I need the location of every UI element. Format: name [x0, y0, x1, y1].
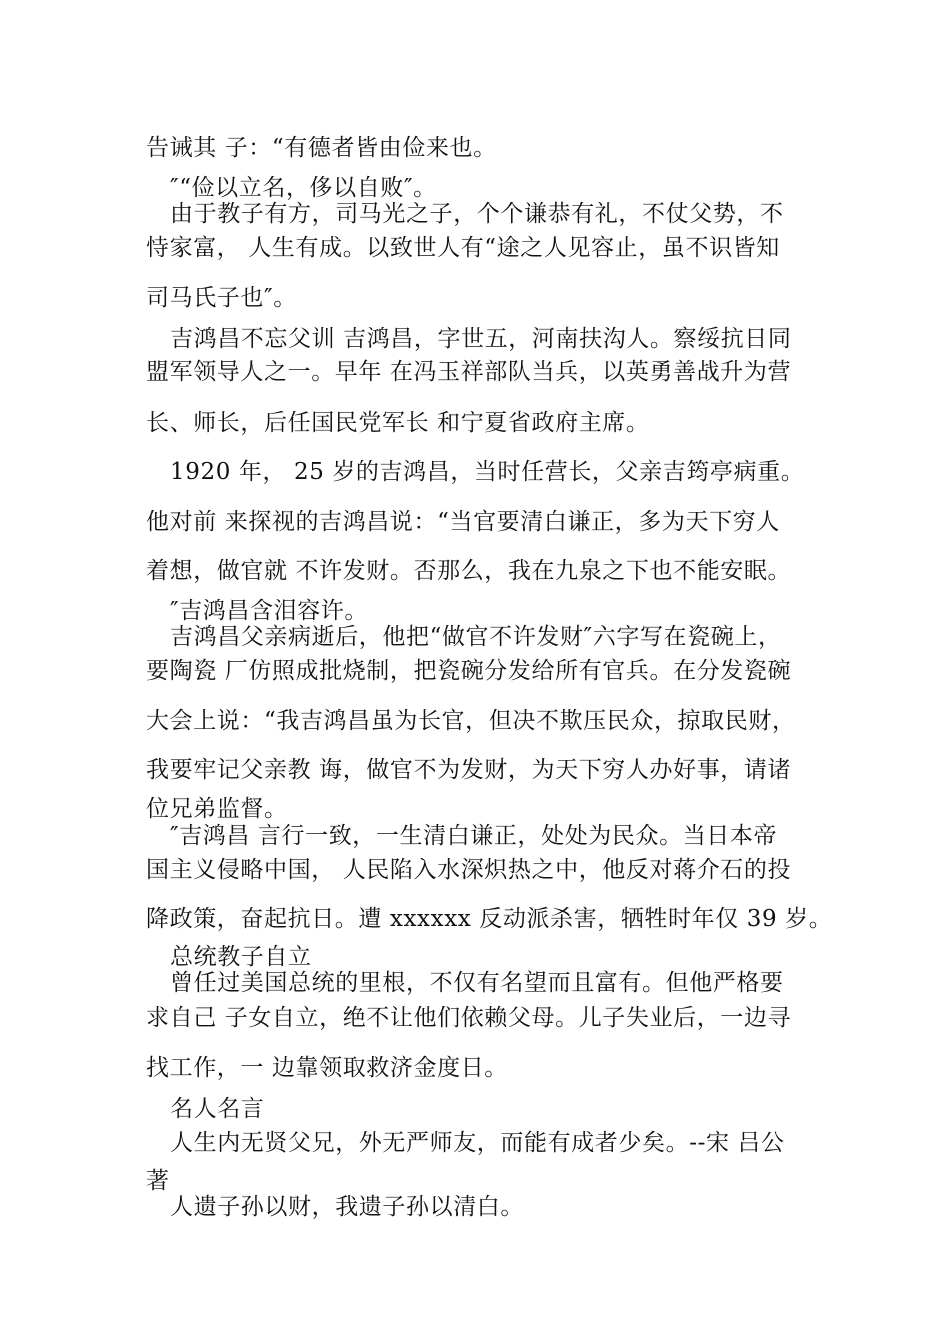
- text-line: 1920 年， 25 岁的吉鸿昌，当时任营长，父亲吉筠亭病重。: [170, 459, 805, 485]
- text-line: 大会上说：“我吉鸿昌虽为长官，但决不欺压民众，掠取民财，: [146, 708, 796, 734]
- text-line: 司马氏子也″。: [146, 285, 297, 311]
- text-line: 人遗子孙以财，我遗子孙以清白。: [170, 1194, 524, 1220]
- text-line: 国主义侵略中国， 人民陷入水深炽热之中，他反对蒋介石的投: [146, 857, 792, 883]
- text-line: 求自己 子女自立，绝不让他们依赖父母。儿子失业后，一边寻: [146, 1005, 792, 1031]
- text-line: 曾任过美国总统的里根，不仅有名望而且富有。但他严格要: [170, 970, 784, 996]
- section-heading: 名人名言: [170, 1096, 265, 1122]
- text-line: ″吉鸿昌 言行一致，一生清白谦正，处处为民众。当日本帝: [170, 823, 778, 849]
- text-line: 盟军领导人之一。早年 在冯玉祥部队当兵，以英勇善战升为营: [146, 359, 792, 385]
- text-line: 著: [146, 1168, 170, 1194]
- text-line: 由于教子有方，司马光之子，个个谦恭有礼，不仗父势，不: [170, 201, 784, 227]
- text-line: 吉鸿昌不忘父训 吉鸿昌，字世五，河南扶沟人。察绥抗日同: [170, 326, 792, 352]
- text-line: 要陶瓷 厂仿照成批烧制，把瓷碗分发给所有官兵。在分发瓷碗: [146, 658, 792, 684]
- text-line: 长、师长，后任国民党军长 和宁夏省政府主席。: [146, 410, 650, 436]
- text-line: 他对前 来探视的吉鸿昌说：“当官要清白谦正，多为天下穷人: [146, 509, 780, 535]
- text-line: 吉鸿昌父亲病逝后，他把“做官不许发财″六字写在瓷碗上，: [170, 624, 782, 650]
- text-line: 人生内无贤父兄，外无严师友，而能有成者少矣。--宋 吕公: [170, 1130, 785, 1156]
- text-line: 降政策，奋起抗日。遭 xxxxxx 反动派杀害，牺牲时年仅 39 岁。: [146, 906, 833, 932]
- text-line: ″“俭以立名，侈以自败″。: [170, 175, 437, 201]
- text-line: 着想，做官就 不许发财。否那么，我在九泉之下也不能安眠。: [146, 558, 792, 584]
- text-line: 位兄弟监督。: [146, 796, 288, 822]
- section-heading: 总统教子自立: [170, 944, 312, 970]
- text-line: 恃家富， 人生有成。以致世人有“途之人见容止，虽不识皆知: [146, 235, 780, 261]
- text-line: 告诫其 子：“有德者皆由俭来也。: [146, 135, 497, 161]
- text-line: ″吉鸿昌含泪容许。: [170, 598, 368, 624]
- text-line: 找工作，一 边靠领取救济金度日。: [146, 1055, 508, 1081]
- text-line: 我要牢记父亲教 诲，做官不为发财，为天下穷人办好事，请诸: [146, 757, 792, 783]
